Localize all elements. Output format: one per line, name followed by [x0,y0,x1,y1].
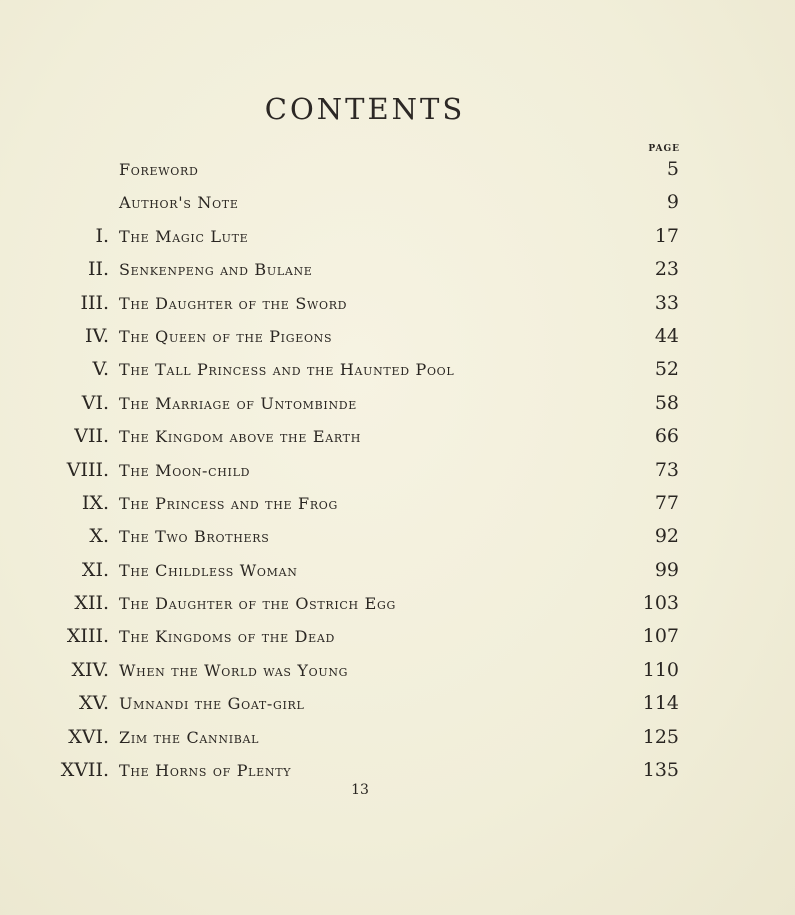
chapter-number: IX. [81,491,109,514]
chapter-page: 52 [654,358,679,381]
chapter-page: 125 [642,725,679,748]
toc-entry [0,352,795,385]
chapter-title: Author's Note [119,193,239,213]
chapter-number: XVI. [68,725,109,748]
chapter-page: 44 [654,324,679,347]
chapter-title: Foreword [119,160,199,179]
chapter-page: 114 [642,692,679,715]
chapter-page: 5 [666,158,679,180]
chapter-number: XVII. [60,759,109,782]
toc-entry [0,319,795,352]
chapter-number: XIII. [66,625,109,648]
toc-entry [0,619,795,652]
chapter-title: Umnandi the Goat-girl [119,694,305,714]
chapter-page: 66 [654,425,679,448]
page-number: 13 [351,782,369,798]
chapter-number: X. [89,525,109,548]
chapter-title: Zim the Cannibal [119,727,260,747]
chapter-title: The Kingdoms of the Dead [119,627,336,647]
toc-entry [0,453,795,486]
chapter-page: 9 [666,191,679,214]
table-of-contents [0,152,795,786]
toc-entry [0,653,795,686]
chapter-title: The Childless Woman [119,560,298,580]
chapter-number: XIV. [71,658,109,681]
chapter-title: The Two Brothers [119,527,270,547]
toc-entry [0,419,795,452]
chapter-page: 23 [654,258,679,281]
chapter-page: 135 [642,759,679,782]
chapter-number: I. [95,224,109,247]
toc-entry [0,152,795,185]
chapter-number: VII. [74,425,109,448]
chapter-page: 103 [642,592,679,615]
chapter-title: The Moon-child [119,460,251,480]
chapter-title: The Horns of Plenty [119,761,292,781]
toc-entry [0,753,795,786]
chapter-page: 58 [654,391,679,414]
toc-entry [0,386,795,419]
chapter-title: Senkenpeng and Bulane [119,260,313,280]
chapter-page: 110 [642,658,679,681]
chapter-page: 107 [642,625,679,648]
chapter-page: 73 [654,458,679,481]
chapter-number: III. [80,291,109,314]
chapter-title: The Daughter of the Ostrich Egg [119,594,396,614]
toc-entry [0,586,795,619]
toc-entry [0,720,795,753]
chapter-number: XI. [81,558,109,581]
chapter-number: VI. [81,391,109,414]
toc-entry [0,686,795,719]
page-title: CONTENTS [264,92,466,126]
chapter-number: II. [87,258,109,281]
chapter-number: XII. [74,592,109,615]
chapter-title: The Queen of the Pigeons [119,326,333,346]
chapter-number: IV. [85,324,109,347]
chapter-page: 33 [654,291,679,314]
toc-entry [0,519,795,552]
page-column-label: PAGE [648,144,680,154]
toc-entry [0,185,795,218]
toc-entry [0,553,795,586]
chapter-number: VIII. [66,458,109,481]
toc-entry [0,252,795,285]
chapter-title: The Marriage of Untombinde [119,393,358,413]
chapter-title: The Princess and the Frog [119,493,339,513]
chapter-page: 92 [654,525,679,548]
toc-entry [0,286,795,319]
chapter-number: XV. [79,692,109,715]
chapter-page: 77 [654,491,679,514]
chapter-title: The Tall Princess and the Haunted Pool [119,360,455,380]
chapter-title: The Magic Lute [119,226,249,246]
chapter-page: 17 [654,224,679,247]
chapter-title: The Daughter of the Sword [119,293,348,313]
chapter-page: 99 [654,558,679,581]
chapter-number: V. [92,358,109,381]
toc-entry [0,486,795,519]
chapter-title: When the World was Young [119,660,349,680]
chapter-title: The Kingdom above the Earth [119,427,361,447]
toc-entry [0,219,795,252]
